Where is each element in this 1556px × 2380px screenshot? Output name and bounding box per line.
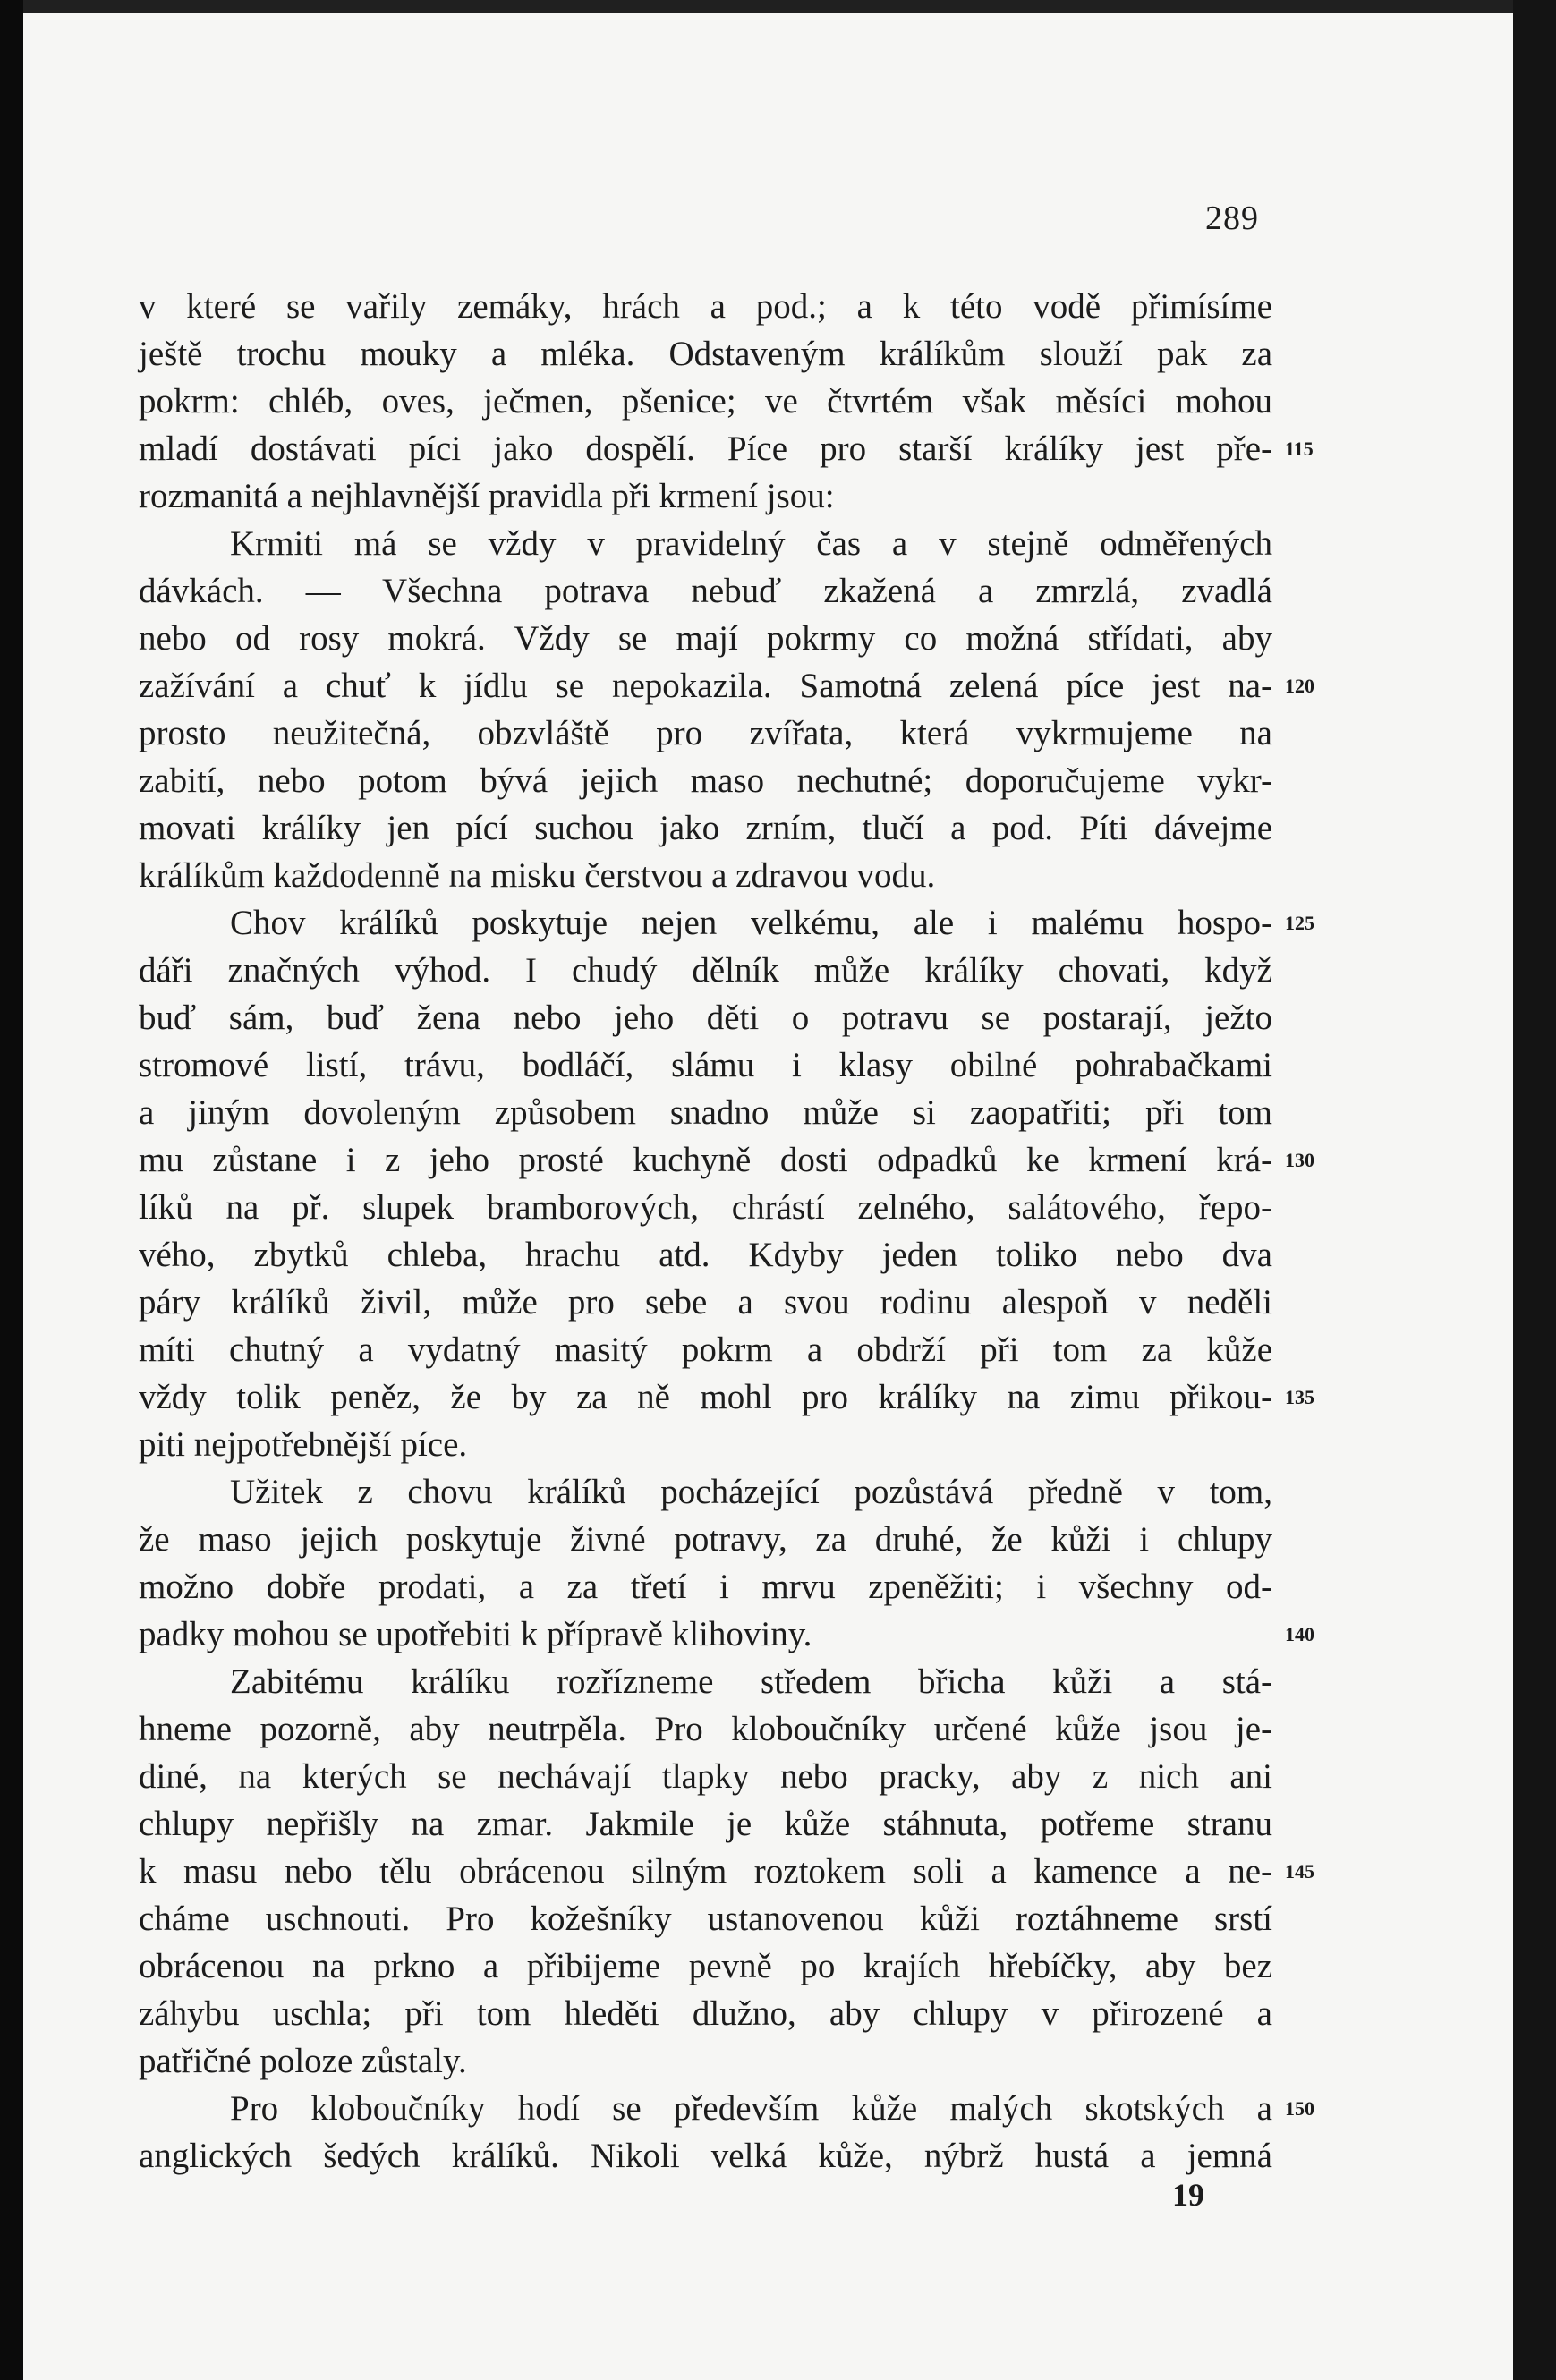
text-line [139, 567, 1272, 615]
text-line [139, 1658, 1272, 1705]
text-line [139, 283, 1272, 330]
text-line [139, 1800, 1272, 1848]
text-line-content: páry králíků živil, může pro sebe a svou rodinu alespoň v neděli [139, 1283, 1272, 1322]
text-line-content: hneme pozorně, aby neutrpěla. Pro kloboučníky určené kůže jsou je- [139, 1710, 1272, 1748]
text-line-content: movati králíky jen pící suchou jako zrním, tlučí a pod. Píti dávejme [139, 809, 1272, 847]
text-line-content: králíkům každodenně na misku čerstvou a zdravou vodu. [139, 856, 936, 895]
text-line-content: rozmanitá a nejhlavnější pravidla při krmení jsou: [139, 477, 835, 515]
text-line-content: míti chutný a vydatný masitý pokrm a obdrží při tom za kůže [139, 1330, 1272, 1369]
text-line-content: že maso jejich poskytuje živné potravy, za druhé, že kůži i chlupy [139, 1520, 1272, 1559]
text-line-content: pokrm: chléb, oves, ječmen, pšenice; ve čtvrtém však měsíci mohou [139, 382, 1272, 421]
text-line-content: k masu nebo tělu obrácenou silným roztokem soli a kamence a ne- [139, 1852, 1272, 1891]
text-line [139, 615, 1272, 662]
text-line [139, 2085, 1314, 2132]
scan-edge-right [1513, 0, 1556, 2380]
text-line-content: stromové listí, trávu, bodláčí, slámu i klasy obilné pohrabačkami [139, 1046, 1272, 1084]
text-line [139, 804, 1272, 852]
text-line [139, 472, 1272, 520]
text-line [139, 1705, 1272, 1753]
text-line [139, 852, 1272, 899]
text-line-content: záhybu uschla; při tom hleděti dlužno, aby chlupy v přirozené a [139, 1994, 1272, 2033]
text-line-content: Užitek z chovu králíků pocházející pozůstává předně v tom, [230, 1473, 1272, 1511]
scan-edge-left [0, 0, 23, 2380]
text-line [139, 1373, 1314, 1421]
text-line-content: dáři značných výhod. I chudý dělník může králíky chovati, když [139, 951, 1272, 990]
text-line [139, 1041, 1272, 1089]
text-line-content: zažívání a chuť k jídlu se nepokazila. Samotná zelená píce jest na- [139, 667, 1272, 705]
text-line-content: a jiným dovoleným způsobem snadno může si zaopatřiti; při tom [139, 1093, 1272, 1132]
text-line [139, 1184, 1272, 1231]
text-line-content: diné, na kterých se nechávají tlapky nebo pracky, aby z nich ani [139, 1757, 1272, 1796]
text-line [139, 2037, 1272, 2085]
text-line [139, 425, 1314, 472]
text-line [139, 1468, 1272, 1516]
line-margin-number: 145 [1285, 1860, 1314, 1883]
text-line [139, 947, 1272, 994]
text-line-content: obrácenou na prkno a přibijeme pevně po krajích hřebíčky, aby bez [139, 1947, 1272, 1985]
text-line [139, 330, 1272, 378]
text-line [139, 1990, 1272, 2037]
text-line-content: prosto neužitečná, obzvláště pro zvířata, která vykrmujeme na [139, 714, 1272, 752]
text-line [139, 1516, 1272, 1563]
text-line [139, 1942, 1272, 1990]
text-line [139, 994, 1272, 1041]
text-line-content: možno dobře prodati, a za třetí i mrvu zpeněžiti; i všechny od- [139, 1568, 1272, 1606]
text-line-content: padky mohou se upotřebiti k přípravě klihoviny. [139, 1615, 812, 1653]
text-line [139, 520, 1272, 567]
text-line-content: cháme uschnouti. Pro kožešníky ustanovenou kůži roztáhneme srstí [139, 1900, 1272, 1938]
text-line-content: zabití, nebo potom bývá jejich maso nechutné; doporučujeme vykr- [139, 761, 1272, 800]
text-line-content: patřičné poloze zůstaly. [139, 2042, 467, 2080]
text-line [139, 1611, 1314, 1658]
text-line-content: piti nejpotřebnější píce. [139, 1425, 468, 1464]
text-line-content: dávkách. — Všechna potrava nebuď zkažená a zmrzlá, zvadlá [139, 572, 1272, 610]
text-line-content: mu zůstane i z jeho prosté kuchyně dosti odpadků ke krmení krá- [139, 1141, 1272, 1179]
text-line-content: chlupy nepřišly na zmar. Jakmile je kůže stáhnuta, potřeme stranu [139, 1805, 1272, 1843]
text-line [139, 710, 1272, 757]
line-margin-number: 120 [1285, 675, 1314, 697]
line-margin-number: 135 [1285, 1386, 1314, 1408]
text-line [139, 378, 1272, 425]
text-line [139, 1753, 1272, 1800]
text-line-content: ještě trochu mouky a mléka. Odstaveným králíkům slouží pak za [139, 335, 1272, 373]
text-line [139, 1848, 1314, 1895]
line-margin-number: 130 [1285, 1149, 1314, 1171]
text-line-content: anglických šedých králíků. Nikoli velká kůže, nýbrž hustá a jemná [139, 2137, 1272, 2175]
line-margin-number: 150 [1285, 2097, 1314, 2120]
text-line [139, 1279, 1272, 1326]
text-line [139, 1089, 1272, 1136]
line-margin-number: 125 [1285, 912, 1314, 934]
text-line-content: Chov králíků poskytuje nejen velkému, ale i malému hospo- [230, 904, 1272, 942]
scan-edge-top [23, 0, 1513, 13]
line-margin-number: 115 [1285, 438, 1314, 460]
text-line-content: Pro kloboučníky hodí se především kůže malých skotských a [230, 2089, 1272, 2128]
text-line-content: nebo od rosy mokrá. Vždy se mají pokrmy co možná střídati, aby [139, 619, 1272, 658]
text-line-content: buď sám, buď žena nebo jeho děti o potravu se postarají, ježto [139, 999, 1272, 1037]
text-line [139, 2132, 1272, 2180]
text-line-content: Krmiti má se vždy v pravidelný čas a v stejně odměřených [230, 524, 1272, 563]
text-line [139, 757, 1272, 804]
text-line [139, 1326, 1272, 1373]
text-line-content: vždy tolik peněz, že by za ně mohl pro králíky na zimu přikou- [139, 1378, 1272, 1416]
text-line-content: líků na př. slupek bramborových, chrástí zelného, salátového, řepo- [139, 1188, 1272, 1227]
text-line-content: v které se vařily zemáky, hrách a pod.; a k této vodě přimísíme [139, 287, 1272, 326]
text-line [139, 899, 1314, 947]
signature-mark: 19 [1172, 2177, 1204, 2213]
text-line [139, 1895, 1272, 1942]
text-line-content: Zabitému králíku rozřízneme středem břicha kůži a stá- [230, 1662, 1272, 1701]
body-text [139, 283, 1314, 2180]
text-line [139, 1421, 1272, 1468]
line-margin-number: 140 [1285, 1623, 1314, 1645]
text-line-content: mladí dostávati píci jako dospělí. Píce pro starší králíky jest pře- [139, 429, 1272, 468]
text-line [139, 1231, 1272, 1279]
text-line [139, 1136, 1314, 1184]
page-number: 289 [1205, 200, 1259, 237]
text-line [139, 1563, 1272, 1611]
text-line [139, 662, 1314, 710]
text-line-content: vého, zbytků chleba, hrachu atd. Kdyby jeden toliko nebo dva [139, 1236, 1272, 1274]
